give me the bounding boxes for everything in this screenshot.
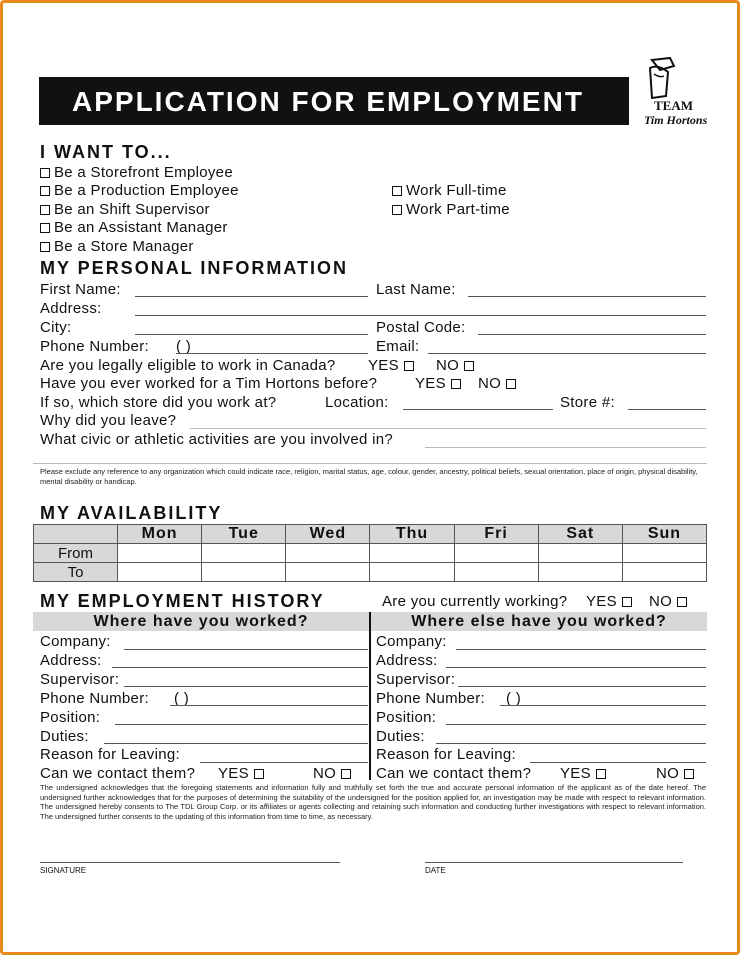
right-company-field[interactable] <box>456 649 706 650</box>
availability-header-row <box>34 525 707 544</box>
to-sat-cell[interactable] <box>538 563 622 582</box>
left-duties-field[interactable] <box>104 743 368 744</box>
postal-code-label: Postal Code: <box>376 319 466 336</box>
checkbox[interactable] <box>254 769 264 779</box>
right-address-label: Address: <box>376 652 438 669</box>
day-mon: Mon <box>118 525 202 544</box>
right-supervisor-label: Supervisor: <box>376 671 456 688</box>
eligible-no[interactable]: NO <box>436 357 474 374</box>
right-reason-field[interactable] <box>530 762 706 763</box>
which-store-question: If so, which store did you work at? <box>40 394 277 411</box>
checkbox[interactable] <box>677 597 687 607</box>
right-company-label: Company: <box>376 633 447 650</box>
checkbox[interactable] <box>622 597 632 607</box>
eligible-yes[interactable]: YES <box>368 357 414 374</box>
left-history-header: Where have you worked? <box>33 612 369 631</box>
date-label: DATE <box>425 866 446 875</box>
right-history-header: Where else have you worked? <box>371 612 707 631</box>
right-phone-field[interactable] <box>500 705 706 706</box>
from-sun-cell[interactable] <box>622 544 706 563</box>
left-company-label: Company: <box>40 633 111 650</box>
to-wed-cell[interactable] <box>286 563 370 582</box>
day-tue: Tue <box>202 525 286 544</box>
from-fri-cell[interactable] <box>454 544 538 563</box>
logo-team-text: TEAM <box>654 98 693 113</box>
availability-heading: MY AVAILABILITY <box>40 503 223 523</box>
availability-to-row <box>34 563 707 582</box>
left-duties-label: Duties: <box>40 728 89 745</box>
schedule-option-part-time[interactable]: Work Part-time <box>392 201 510 218</box>
store-number-label: Store #: <box>560 394 615 411</box>
date-field[interactable] <box>425 862 683 863</box>
left-supervisor-field[interactable] <box>124 686 368 687</box>
right-reason-label: Reason for Leaving: <box>376 746 516 763</box>
last-name-label: Last Name: <box>376 281 456 298</box>
position-option-production[interactable]: Be a Production Employee <box>40 182 239 199</box>
personal-heading: MY PERSONAL INFORMATION <box>40 258 349 278</box>
checkbox[interactable] <box>404 361 414 371</box>
to-tue-cell[interactable] <box>202 563 286 582</box>
checkbox[interactable] <box>40 205 50 215</box>
checkbox[interactable] <box>341 769 351 779</box>
position-option-assistant-manager[interactable]: Be an Assistant Manager <box>40 219 228 236</box>
left-contact-question: Can we contact them? <box>40 765 196 782</box>
worked-before-no[interactable]: NO <box>478 375 516 392</box>
history-column-divider <box>369 612 371 780</box>
why-leave-label: Why did you leave? <box>40 412 177 429</box>
checkbox[interactable] <box>596 769 606 779</box>
right-address-field[interactable] <box>446 667 706 668</box>
why-leave-field[interactable] <box>190 428 706 429</box>
signature-label: SIGNATURE <box>40 866 87 875</box>
right-contact-yes[interactable]: YES <box>560 765 606 782</box>
eligible-question: Are you legally eligible to work in Canada? <box>40 357 336 374</box>
page-title: APPLICATION FOR EMPLOYMENT <box>72 86 584 117</box>
left-address-field[interactable] <box>112 667 368 668</box>
want-heading: I WANT TO... <box>40 142 172 162</box>
disclaimer-text: Please exclude any reference to any organization which could indicate race, religion, marital status, age, colour, gender, ancestry, political beliefs, sexual orientation, place of origin, physical disability, mental disability or handicap. <box>40 467 698 486</box>
to-sun-cell[interactable] <box>622 563 706 582</box>
from-sat-cell[interactable] <box>538 544 622 563</box>
left-position-label: Position: <box>40 709 101 726</box>
first-name-field[interactable] <box>135 296 368 297</box>
postal-code-field[interactable] <box>478 334 706 335</box>
left-contact-no[interactable]: NO <box>313 765 351 782</box>
first-name-label: First Name: <box>40 281 121 298</box>
email-label: Email: <box>376 338 420 355</box>
checkbox[interactable] <box>40 223 50 233</box>
acknowledgement-text: The undersigned acknowledges that the foregoing statements and information fully and truthfully set forth the true and accurate personal information of the applicant as of the date hereof. The undersigned further acknowledges that for the purposes of determining the suitability of the undersigned for the position applied for, an investigation may be made with respect to relevant information. The undersigned hereby consents to The TDL Group Corp. or its affiliates or agents collecting and retaining such information and conducting further investigations with respect to relevant information. The undersigned further consents to the updating of this information from time to time, as necessary. <box>40 783 706 821</box>
from-wed-cell[interactable] <box>286 544 370 563</box>
day-sat: Sat <box>538 525 622 544</box>
right-phone-label: Phone Number: <box>376 690 485 707</box>
left-phone-field[interactable] <box>170 705 368 706</box>
activities-field[interactable] <box>425 447 706 448</box>
position-option-shift-supervisor[interactable]: Be an Shift Supervisor <box>40 201 210 218</box>
day-sun: Sun <box>622 525 706 544</box>
left-position-field[interactable] <box>115 724 368 725</box>
city-field[interactable] <box>135 334 368 335</box>
checkbox[interactable] <box>684 769 694 779</box>
from-mon-cell[interactable] <box>118 544 202 563</box>
phone-field[interactable] <box>176 353 368 354</box>
checkbox[interactable] <box>464 361 474 371</box>
worked-before-yes[interactable]: YES <box>415 375 461 392</box>
location-field[interactable] <box>403 409 553 410</box>
from-thu-cell[interactable] <box>370 544 454 563</box>
address-field[interactable] <box>135 315 706 316</box>
phone-area-code: ( ) <box>176 338 192 355</box>
day-thu: Thu <box>370 525 454 544</box>
right-phone-area-code: ( ) <box>506 690 522 707</box>
from-label: From <box>34 544 118 563</box>
worked-before-question: Have you ever worked for a Tim Hortons before? <box>40 375 378 392</box>
corner-cell <box>34 525 118 544</box>
location-label: Location: <box>325 394 389 411</box>
right-contact-question: Can we contact them? <box>376 765 532 782</box>
from-tue-cell[interactable] <box>202 544 286 563</box>
history-heading: MY EMPLOYMENT HISTORY <box>40 591 325 611</box>
left-phone-area-code: ( ) <box>174 690 190 707</box>
schedule-option-full-time[interactable]: Work Full-time <box>392 182 507 199</box>
title-bar <box>39 77 629 125</box>
to-thu-cell[interactable] <box>370 563 454 582</box>
availability-from-row <box>34 544 707 563</box>
signature-field[interactable] <box>40 862 340 863</box>
activities-label: What civic or athletic activities are you involved in? <box>40 431 394 448</box>
currently-working-yes[interactable]: YES <box>586 593 632 610</box>
cup-icon <box>640 56 680 100</box>
to-mon-cell[interactable] <box>118 563 202 582</box>
store-number-field[interactable] <box>628 409 706 410</box>
right-duties-label: Duties: <box>376 728 425 745</box>
position-option-storefront[interactable]: Be a Storefront Employee <box>40 164 233 181</box>
checkbox[interactable] <box>506 379 516 389</box>
address-label: Address: <box>40 300 102 317</box>
right-duties-field[interactable] <box>436 743 706 744</box>
checkbox[interactable] <box>392 205 402 215</box>
email-field[interactable] <box>428 353 706 354</box>
left-supervisor-label: Supervisor: <box>40 671 120 688</box>
checkbox[interactable] <box>40 168 50 178</box>
day-wed: Wed <box>286 525 370 544</box>
tim-hortons-logo <box>636 56 716 128</box>
left-contact-yes[interactable]: YES <box>218 765 264 782</box>
right-contact-no[interactable]: NO <box>656 765 694 782</box>
left-phone-label: Phone Number: <box>40 690 149 707</box>
right-position-label: Position: <box>376 709 437 726</box>
right-position-field[interactable] <box>446 724 706 725</box>
divider <box>33 463 707 464</box>
logo-name-text: Tim Hortons <box>644 113 708 127</box>
day-fri: Fri <box>454 525 538 544</box>
right-supervisor-field[interactable] <box>458 686 706 687</box>
checkbox[interactable] <box>392 186 402 196</box>
to-fri-cell[interactable] <box>454 563 538 582</box>
left-reason-field[interactable] <box>200 762 368 763</box>
position-option-store-manager[interactable]: Be a Store Manager <box>40 238 194 255</box>
left-address-label: Address: <box>40 652 102 669</box>
left-company-field[interactable] <box>124 649 368 650</box>
availability-table <box>33 524 707 582</box>
currently-working-no[interactable]: NO <box>649 593 687 610</box>
phone-label: Phone Number: <box>40 338 149 355</box>
last-name-field[interactable] <box>468 296 706 297</box>
checkbox[interactable] <box>40 186 50 196</box>
to-label: To <box>34 563 118 582</box>
checkbox[interactable] <box>451 379 461 389</box>
checkbox[interactable] <box>40 242 50 252</box>
currently-working-question: Are you currently working? <box>382 593 568 610</box>
left-reason-label: Reason for Leaving: <box>40 746 180 763</box>
city-label: City: <box>40 319 72 336</box>
